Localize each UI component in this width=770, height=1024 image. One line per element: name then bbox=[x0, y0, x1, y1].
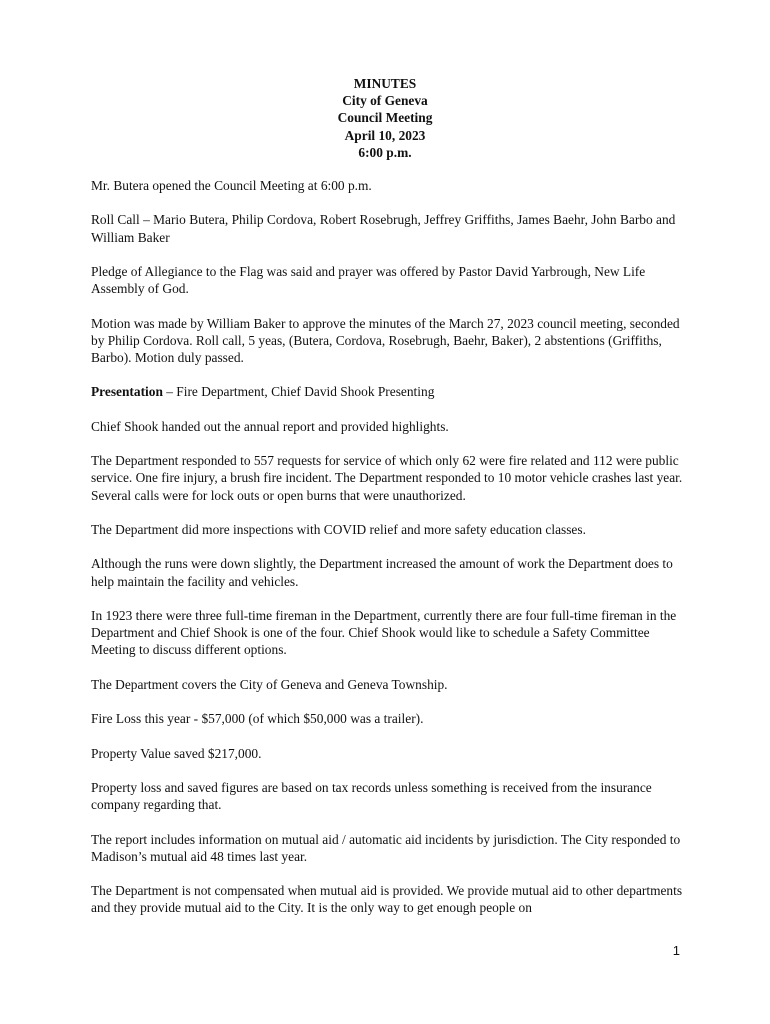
paragraph-pledge: Pledge of Allegiance to the Flag was said and prayer was offered by Pastor David Yarbrough, New Life Assembly of God. bbox=[91, 263, 646, 297]
header-city: City of Geneva bbox=[342, 93, 428, 109]
document-header bbox=[0, 75, 770, 161]
paragraph-compensation: The Department is not compensated when mutual aid is provided. We provide mutual aid to other departments and they provide mutual aid to the City. It is the only way to get enough people on bbox=[91, 883, 683, 916]
header-date: April 10, 2023 bbox=[344, 127, 426, 143]
page-number: 1 bbox=[672, 943, 680, 958]
document-body bbox=[91, 177, 683, 934]
paragraph-runs-down: Although the runs were down slightly, the Department increased the amount of work the Department does to help maintain the facility and vehicles. bbox=[91, 556, 673, 589]
paragraph-presentation bbox=[91, 383, 683, 400]
paragraph-mutual-aid-report: The report includes information on mutual aid / automatic aid incidents by jurisdiction. The City responded to Madison’s mutual aid 48 times last year. bbox=[91, 831, 681, 864]
paragraph-fire-loss: Fire Loss this year - $57,000 (of which $50,000 was a trailer). bbox=[91, 711, 424, 727]
header-meeting-type: Council Meeting bbox=[337, 110, 433, 126]
paragraph-tax-records: Property loss and saved figures are based on tax records unless something is received from the insurance company regarding that. bbox=[91, 779, 652, 813]
paragraph-requests: The Department responded to 557 requests for service of which only 62 were fire related and 112 were public service. One fire injury, a brush fire incident. The Department responded to 10 motor vehicle crashes last year. Several calls were for lock outs or open burns that were unauthorized. bbox=[91, 453, 683, 503]
paragraph-opening: Mr. Butera opened the Council Meeting at 6:00 p.m. bbox=[91, 178, 372, 193]
paragraph-roll-call: Roll Call – Mario Butera, Philip Cordova, Robert Rosebrugh, Jeffrey Griffiths, James Baehr, John Barbo and William Baker bbox=[91, 212, 676, 245]
paragraph-property-saved: Property Value saved $217,000. bbox=[91, 745, 262, 761]
paragraph-firemen-1923: In 1923 there were three full-time fireman in the Department, currently there are four full-time fireman in the Department and Chief Shook is one of the four. Chief Shook would like to schedule a Safety Committee Meeting to discuss different options. bbox=[91, 607, 677, 658]
header-time: 6:00 p.m. bbox=[358, 144, 412, 160]
paragraph-motion: Motion was made by William Baker to approve the minutes of the March 27, 2023 council meeting, seconded by Philip Cordova. Roll call, 5 yeas, (Butera, Cordova, Rosebrugh, Baehr, Baker), 2 abstentions (Griffiths, Barbo). Motion duly passed. bbox=[91, 315, 680, 365]
paragraph-inspections: The Department did more inspections with COVID relief and more safety education classes. bbox=[91, 521, 586, 537]
header-minutes: MINUTES bbox=[353, 76, 417, 91]
paragraph-coverage: The Department covers the City of Geneva and Geneva Township. bbox=[91, 676, 448, 692]
paragraph-annual-report: Chief Shook handed out the annual report and provided highlights. bbox=[91, 418, 449, 434]
presentation-detail: – Fire Department, Chief David Shook Presenting bbox=[162, 384, 435, 400]
presentation-label: Presentation bbox=[91, 384, 163, 400]
